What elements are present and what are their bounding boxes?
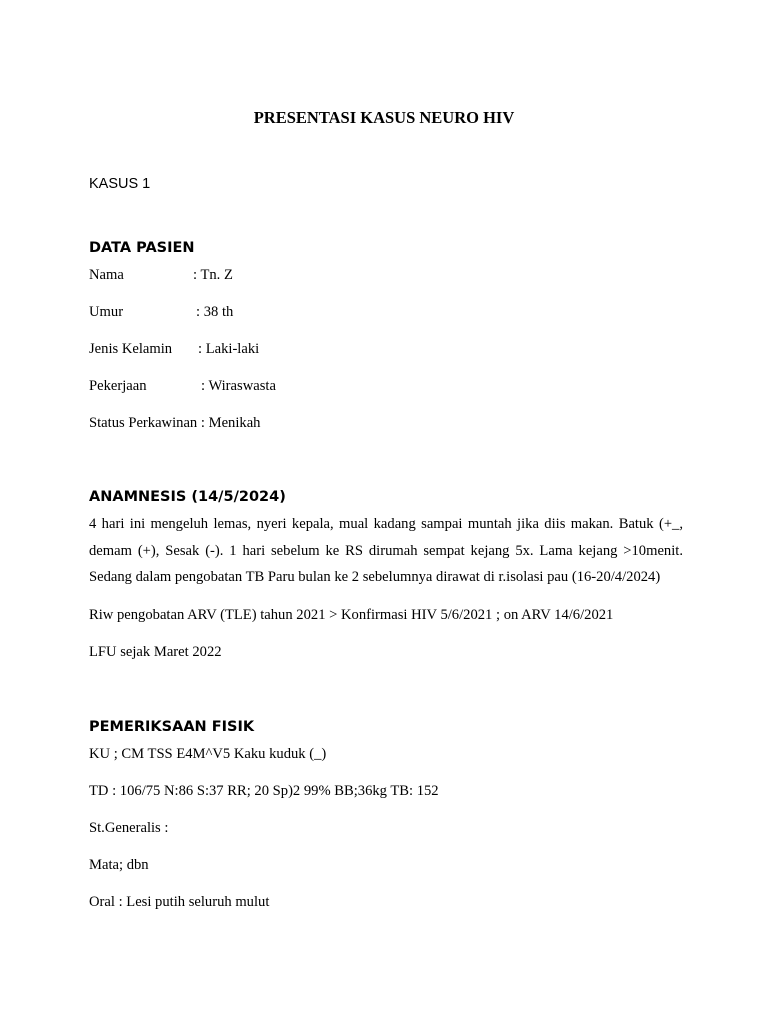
field-label: Jenis Kelamin <box>89 341 173 357</box>
case-label: KASUS 1 <box>89 176 151 192</box>
exam-line-vitals: TD : 106/75 N:86 S:37 RR; 20 Sp)2 99% BB;36kg TB: 152 <box>89 783 439 799</box>
field-label: Umur <box>89 304 124 320</box>
patient-field-sex <box>89 340 259 358</box>
patient-field-occupation <box>89 377 276 395</box>
anamnesis-heading: ANAMNESIS (14/5/2024) <box>89 489 286 505</box>
anamnesis-arv-history: Riw pengobatan ARV (TLE) tahun 2021 > Konfirmasi HIV 5/6/2021 ; on ARV 14/6/2021 <box>89 607 614 623</box>
field-value: : Wiraswasta <box>201 378 276 394</box>
patient-field-marital-status <box>89 414 260 432</box>
field-label: Status Perkawinan <box>89 415 198 431</box>
field-value: : Laki-laki <box>198 341 260 357</box>
patient-field-age <box>89 303 233 321</box>
exam-line-eyes: Mata; dbn <box>89 857 149 873</box>
exam-line-status-generalis: St.Generalis : <box>89 820 169 836</box>
physical-exam-heading: PEMERIKSAAN FISIK <box>89 719 255 735</box>
patient-data-heading: DATA PASIEN <box>89 240 195 256</box>
anamnesis-lfu: LFU sejak Maret 2022 <box>89 644 222 660</box>
field-value: : Menikah <box>200 415 261 431</box>
patient-field-name <box>89 266 233 284</box>
field-label: Pekerjaan <box>89 378 147 394</box>
anamnesis-paragraph: 4 hari ini mengeluh lemas, nyeri kepala, mual kadang sampai muntah jika diis makan. Batuk (+_, demam (+), Sesak (-). 1 hari sebelum ke RS dirumah sempat kejang 5x. Lama kejang >10menit. Sedang dalam pengobatan TB Paru bulan ke 2 sebelumnya dirawat di r.isolasi pau (16-20/4/2024) <box>89 516 683 585</box>
exam-line-oral: Oral : Lesi putih seluruh mulut <box>89 894 270 910</box>
field-label: Nama <box>89 267 124 283</box>
exam-line-general: KU ; CM TSS E4M^V5 Kaku kuduk (_) <box>89 746 327 762</box>
field-value: : 38 th <box>196 304 234 320</box>
document-title: PRESENTASI KASUS NEURO HIV <box>253 108 515 127</box>
field-value: : Tn. Z <box>193 267 233 283</box>
